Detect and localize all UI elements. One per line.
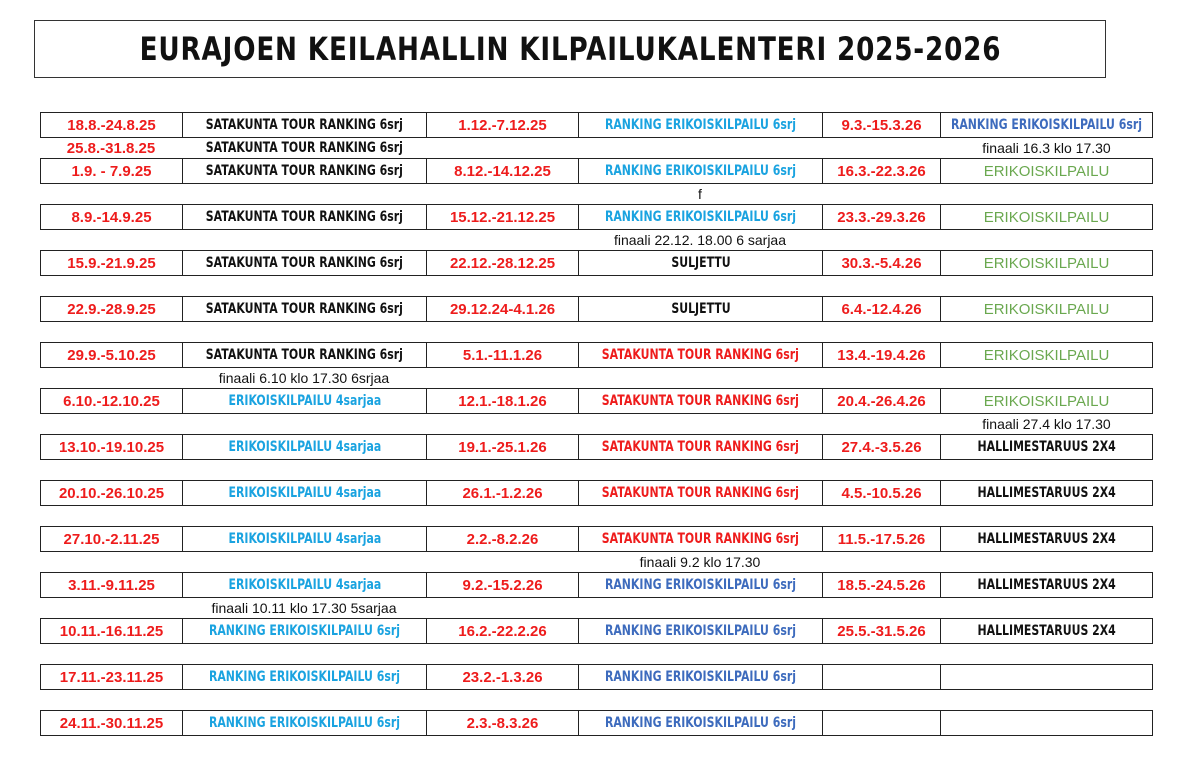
row-spacer: [40, 276, 1153, 296]
cell-event-a: [182, 435, 426, 459]
event-name: ERIKOISKILPAILU 4sarjaa: [228, 577, 381, 593]
event-name: RANKING ERIKOISKILPAILU 6srj: [951, 117, 1143, 133]
cell-event-a: [182, 159, 426, 183]
date-range: 27.10.-2.11.25: [63, 530, 160, 548]
note-row: [40, 414, 1153, 434]
cell-date-b: [426, 205, 578, 229]
cell-event-b: [578, 343, 822, 367]
event-name: ERIKOISKILPAILU: [983, 162, 1110, 180]
cell-event-c: [940, 343, 1153, 367]
cell-event-c: [940, 435, 1153, 459]
event-name: HALLIMESTARUUS 2X4: [977, 485, 1116, 501]
event-name: RANKING ERIKOISKILPAILU 6srj: [605, 117, 797, 133]
cell-event-a: [182, 343, 426, 367]
cell-date-b: [426, 414, 578, 434]
date-range: 25.5.-31.5.26: [837, 622, 926, 640]
date-range: 25.8.-31.8.25: [66, 139, 156, 157]
event-name: ERIKOISKILPAILU 4sarjaa: [228, 439, 381, 455]
cell-event-c: [940, 389, 1153, 413]
cell-date-a: [40, 159, 182, 183]
cell-event-c: [940, 598, 1153, 618]
date-range: 12.1.-18.1.26: [458, 392, 547, 410]
event-name: ERIKOISKILPAILU 4sarjaa: [228, 393, 381, 409]
cell-date-c: [822, 368, 940, 388]
cell-event-a: [182, 527, 426, 551]
date-range: 16.2.-22.2.26: [458, 622, 547, 640]
cell-date-b: [426, 230, 578, 250]
cell-date-c: [822, 205, 940, 229]
event-name: HALLIMESTARUUS 2X4: [977, 623, 1116, 639]
cell-event-b: [578, 527, 822, 551]
cell-event-b: [578, 414, 822, 434]
date-range: 23.2.-1.3.26: [462, 668, 543, 686]
note-text: finaali 16.3 klo 17.30: [982, 140, 1111, 156]
cell-date-c: [822, 552, 940, 572]
event-name: SATAKUNTA TOUR RANKING 6srj: [205, 301, 404, 317]
cell-date-b: [426, 665, 578, 689]
date-range: 6.10.-12.10.25: [63, 392, 160, 410]
row-spacer: [40, 690, 1153, 710]
date-range: 22.12.-28.12.25: [449, 254, 556, 272]
cell-event-b: [578, 230, 822, 250]
date-range: 19.1.-25.1.26: [458, 438, 547, 456]
cell-event-a: [182, 251, 426, 275]
cell-event-b: [578, 297, 822, 321]
date-range: 2.3.-8.3.26: [466, 714, 539, 732]
cell-event-a: [182, 481, 426, 505]
cell-event-b: [578, 251, 822, 275]
event-name: RANKING ERIKOISKILPAILU 6srj: [605, 577, 797, 593]
date-range: 18.8.-24.8.25: [67, 116, 156, 134]
table-row: [40, 204, 1153, 230]
event-name: SATAKUNTA TOUR RANKING 6srj: [601, 485, 800, 501]
title-box: [34, 20, 1106, 78]
cell-date-b: [426, 389, 578, 413]
cell-event-c: [940, 552, 1153, 572]
cell-event-b: [578, 481, 822, 505]
date-range: 4.5.-10.5.26: [841, 484, 922, 502]
table-row: [40, 158, 1153, 184]
date-range: 8.12.-14.12.25: [454, 162, 551, 180]
cell-event-b: [578, 711, 822, 735]
cell-event-b: [578, 552, 822, 572]
row-spacer: [40, 644, 1153, 664]
cell-event-b: [578, 138, 822, 158]
cell-date-b: [426, 251, 578, 275]
cell-date-c: [822, 251, 940, 275]
cell-event-a: [182, 297, 426, 321]
date-range: 17.11.-23.11.25: [59, 668, 164, 686]
cell-date-a: [40, 552, 182, 572]
date-range: 3.11.-9.11.25: [68, 576, 155, 594]
cell-date-c: [822, 435, 940, 459]
date-range: 8.9.-14.9.25: [71, 208, 152, 226]
date-range: 9.3.-15.3.26: [841, 116, 922, 134]
date-range: 24.11.-30.11.25: [59, 714, 164, 732]
date-range: 13.10.-19.10.25: [58, 438, 165, 456]
event-name: ERIKOISKILPAILU: [983, 208, 1110, 226]
cell-event-b: [578, 368, 822, 388]
event-name: SATAKUNTA TOUR RANKING 6srj: [205, 140, 403, 156]
cell-date-a: [40, 205, 182, 229]
cell-date-b: [426, 573, 578, 597]
event-name: ERIKOISKILPAILU: [983, 300, 1110, 318]
note-row: [40, 138, 1153, 158]
cell-event-a: [182, 573, 426, 597]
cell-date-a: [40, 297, 182, 321]
cell-date-c: [822, 573, 940, 597]
cell-event-c: [940, 665, 1153, 689]
event-name: RANKING ERIKOISKILPAILU 6srj: [209, 715, 401, 731]
cell-date-c: [822, 527, 940, 551]
row-spacer: [40, 460, 1153, 480]
cell-date-c: [822, 343, 940, 367]
cell-date-c: [822, 389, 940, 413]
date-range: 2.2.-8.2.26: [466, 530, 539, 548]
cell-event-a: [182, 113, 426, 137]
event-name: SATAKUNTA TOUR RANKING 6srj: [205, 163, 404, 179]
cell-date-c: [822, 619, 940, 643]
cell-date-b: [426, 368, 578, 388]
event-name: SATAKUNTA TOUR RANKING 6srj: [601, 347, 800, 363]
event-name: SATAKUNTA TOUR RANKING 6srj: [205, 209, 404, 225]
cell-event-b: [578, 665, 822, 689]
cell-event-b: [578, 205, 822, 229]
cell-event-b: [578, 619, 822, 643]
event-name: SATAKUNTA TOUR RANKING 6srj: [601, 393, 800, 409]
event-name: ERIKOISKILPAILU 4sarjaa: [228, 531, 381, 547]
date-range: 10.11.-16.11.25: [59, 622, 164, 640]
cell-date-c: [822, 481, 940, 505]
cell-date-b: [426, 113, 578, 137]
cell-event-a: [182, 368, 426, 388]
cell-event-b: [578, 435, 822, 459]
date-range: 1.9. - 7.9.25: [71, 162, 152, 180]
cell-date-b: [426, 138, 578, 158]
note-row: [40, 184, 1153, 204]
cell-date-a: [40, 389, 182, 413]
cell-event-a: [182, 711, 426, 735]
cell-date-a: [40, 527, 182, 551]
event-name: SATAKUNTA TOUR RANKING 6srj: [205, 347, 404, 363]
date-range: 22.9.-28.9.25: [67, 300, 156, 318]
cell-event-c: [940, 184, 1153, 204]
cell-date-a: [40, 711, 182, 735]
cell-event-a: [182, 184, 426, 204]
table-row: [40, 710, 1153, 736]
table-row: [40, 480, 1153, 506]
date-range: 9.2.-15.2.26: [462, 576, 543, 594]
table-row: [40, 526, 1153, 552]
cell-event-a: [182, 230, 426, 250]
cell-date-a: [40, 598, 182, 618]
cell-date-a: [40, 184, 182, 204]
date-range: 26.1.-1.2.26: [462, 484, 543, 502]
date-range: 15.12.-21.12.25: [449, 208, 556, 226]
cell-date-b: [426, 711, 578, 735]
cell-date-a: [40, 665, 182, 689]
cell-date-b: [426, 552, 578, 572]
date-range: 29.12.24-4.1.26: [449, 300, 556, 318]
cell-date-a: [40, 138, 182, 158]
note-text: f: [698, 186, 702, 202]
date-range: 1.12.-7.12.25: [458, 116, 547, 134]
cell-event-b: [578, 159, 822, 183]
date-range: 18.5.-24.5.26: [837, 576, 926, 594]
date-range: 20.10.-26.10.25: [58, 484, 165, 502]
page-title: EURAJOEN KEILAHALLIN KILPAILUKALENTERI 2025-2026: [139, 30, 1001, 68]
cell-date-b: [426, 343, 578, 367]
event-name: RANKING ERIKOISKILPAILU 6srj: [209, 669, 401, 685]
cell-event-c: [940, 573, 1153, 597]
cell-date-b: [426, 297, 578, 321]
table-row: [40, 388, 1153, 414]
table-row: [40, 664, 1153, 690]
date-range: 30.3.-5.4.26: [841, 254, 922, 272]
event-name: RANKING ERIKOISKILPAILU 6srj: [605, 209, 797, 225]
event-name: HALLIMESTARUUS 2X4: [977, 531, 1116, 547]
cell-date-c: [822, 414, 940, 434]
cell-date-b: [426, 159, 578, 183]
cell-date-b: [426, 481, 578, 505]
event-name: SATAKUNTA TOUR RANKING 6srj: [205, 255, 404, 271]
cell-event-c: [940, 230, 1153, 250]
cell-event-a: [182, 138, 426, 158]
cell-event-c: [940, 414, 1153, 434]
cell-event-a: [182, 389, 426, 413]
cell-date-a: [40, 414, 182, 434]
cell-event-c: [940, 368, 1153, 388]
cell-date-b: [426, 598, 578, 618]
cell-event-c: [940, 159, 1153, 183]
cell-event-a: [182, 598, 426, 618]
date-range: 29.9.-5.10.25: [67, 346, 156, 364]
cell-date-c: [822, 113, 940, 137]
note-text: finaali 10.11 klo 17.30 5sarjaa: [211, 600, 397, 616]
note-row: [40, 552, 1153, 572]
cell-date-c: [822, 159, 940, 183]
cell-date-b: [426, 435, 578, 459]
cell-date-b: [426, 619, 578, 643]
row-spacer: [40, 506, 1153, 526]
note-row: [40, 368, 1153, 388]
note-text: finaali 6.10 klo 17.30 6srjaa: [218, 370, 390, 386]
cell-event-a: [182, 665, 426, 689]
cell-date-c: [822, 138, 940, 158]
event-name: ERIKOISKILPAILU: [983, 392, 1110, 410]
date-range: 11.5.-17.5.26: [837, 530, 926, 548]
cell-date-c: [822, 184, 940, 204]
cell-event-c: [940, 113, 1153, 137]
cell-event-c: [940, 527, 1153, 551]
cell-event-a: [182, 414, 426, 434]
cell-date-b: [426, 527, 578, 551]
event-name: SULJETTU: [670, 255, 731, 271]
cell-event-b: [578, 598, 822, 618]
cell-event-b: [578, 389, 822, 413]
cell-date-a: [40, 481, 182, 505]
cell-event-a: [182, 205, 426, 229]
event-name: RANKING ERIKOISKILPAILU 6srj: [605, 715, 797, 731]
table-row: [40, 250, 1153, 276]
date-range: 20.4.-26.4.26: [837, 392, 926, 410]
date-range: 15.9.-21.9.25: [67, 254, 156, 272]
date-range: 27.4.-3.5.26: [841, 438, 922, 456]
cell-date-a: [40, 368, 182, 388]
cell-event-c: [940, 297, 1153, 321]
calendar-table: [40, 112, 1153, 736]
event-name: SULJETTU: [670, 301, 731, 317]
date-range: 6.4.-12.4.26: [841, 300, 922, 318]
date-range: 13.4.-19.4.26: [837, 346, 926, 364]
cell-date-a: [40, 619, 182, 643]
cell-event-c: [940, 619, 1153, 643]
event-name: ERIKOISKILPAILU: [983, 254, 1110, 272]
cell-event-c: [940, 205, 1153, 229]
note-text: finaali 22.12. 18.00 6 sarjaa: [613, 232, 786, 248]
cell-date-c: [822, 297, 940, 321]
cell-date-c: [822, 665, 940, 689]
cell-event-c: [940, 251, 1153, 275]
cell-date-a: [40, 573, 182, 597]
event-name: SATAKUNTA TOUR RANKING 6srj: [205, 117, 404, 133]
table-row: [40, 434, 1153, 460]
row-spacer: [40, 322, 1153, 342]
cell-event-a: [182, 552, 426, 572]
note-text: finaali 27.4 klo 17.30: [982, 416, 1111, 432]
event-name: RANKING ERIKOISKILPAILU 6srj: [605, 623, 797, 639]
cell-date-c: [822, 598, 940, 618]
table-row: [40, 296, 1153, 322]
cell-event-a: [182, 619, 426, 643]
cell-event-c: [940, 481, 1153, 505]
cell-event-c: [940, 711, 1153, 735]
event-name: SATAKUNTA TOUR RANKING 6srj: [601, 531, 800, 547]
cell-date-b: [426, 184, 578, 204]
event-name: ERIKOISKILPAILU: [983, 346, 1110, 364]
cell-date-a: [40, 230, 182, 250]
note-row: [40, 598, 1153, 618]
date-range: 16.3.-22.3.26: [837, 162, 926, 180]
date-range: 5.1.-11.1.26: [462, 346, 543, 364]
table-row: [40, 112, 1153, 138]
event-name: SATAKUNTA TOUR RANKING 6srj: [601, 439, 800, 455]
cell-date-a: [40, 343, 182, 367]
event-name: RANKING ERIKOISKILPAILU 6srj: [605, 163, 797, 179]
cell-date-c: [822, 711, 940, 735]
date-range: 23.3.-29.3.26: [837, 208, 926, 226]
cell-date-a: [40, 113, 182, 137]
event-name: RANKING ERIKOISKILPAILU 6srj: [605, 669, 797, 685]
cell-date-c: [822, 230, 940, 250]
table-row: [40, 572, 1153, 598]
note-text: finaali 9.2 klo 17.30: [639, 554, 761, 570]
cell-date-a: [40, 435, 182, 459]
cell-date-a: [40, 251, 182, 275]
event-name: RANKING ERIKOISKILPAILU 6srj: [209, 623, 401, 639]
table-row: [40, 618, 1153, 644]
table-row: [40, 342, 1153, 368]
cell-event-b: [578, 573, 822, 597]
event-name: HALLIMESTARUUS 2X4: [977, 439, 1116, 455]
event-name: ERIKOISKILPAILU 4sarjaa: [228, 485, 381, 501]
cell-event-b: [578, 184, 822, 204]
cell-event-c: [940, 138, 1153, 158]
event-name: HALLIMESTARUUS 2X4: [977, 577, 1116, 593]
cell-event-b: [578, 113, 822, 137]
note-row: [40, 230, 1153, 250]
